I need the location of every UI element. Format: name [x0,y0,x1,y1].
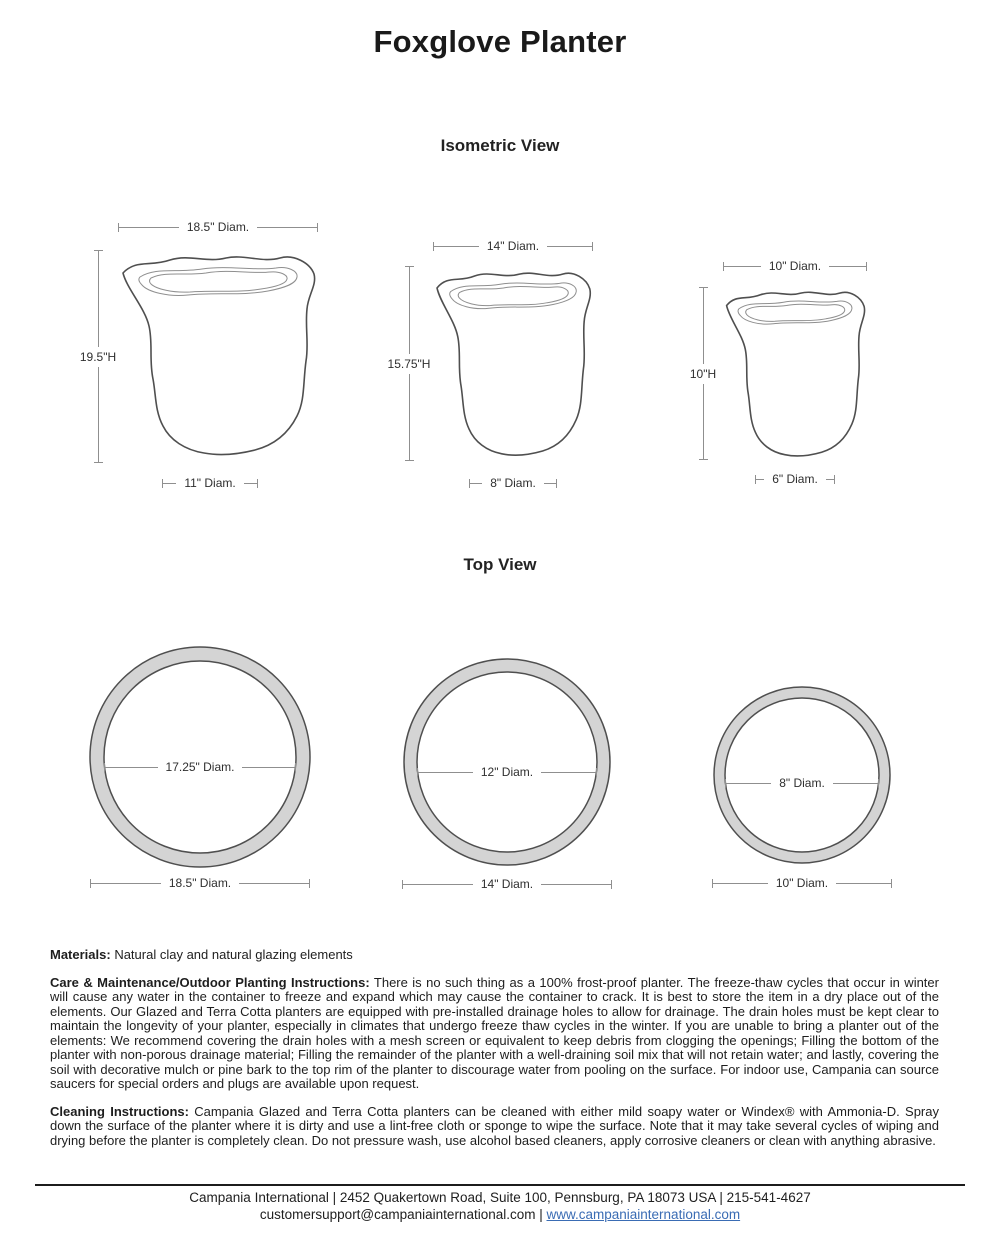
cleaning-paragraph [50,1105,939,1149]
large-planter-isometric-drawing [118,247,318,463]
dimension-label: 14" Diam. [486,239,540,253]
dimension-label: 19.5"H [79,349,117,364]
dimension-tick [592,242,593,251]
dimension-line [257,227,317,228]
planter-outline-drawing [723,284,867,463]
cleaning-label: Cleaning Instructions: [50,1103,189,1119]
dimension-line [242,767,295,768]
small-planter-top-diameter-dimension [723,259,867,273]
footer-contact-line [0,1206,1000,1223]
small-planter-bottom-diameter-dimension [755,472,835,486]
dimension-tick [257,479,258,488]
medium-planter-bottom-diameter-dimension [469,476,557,490]
care-label: Care & Maintenance/Outdoor Planting Instructions: [50,974,370,990]
dimension-label: 8" Diam. [779,776,825,790]
medium-planter-top-view-drawing [402,657,612,867]
dimension-line [713,883,768,884]
large-top-view-outer-diameter-dimension [90,876,310,890]
dimension-tick [596,768,597,777]
dimension-tick [295,763,296,772]
dimension-line [470,483,482,484]
dimension-tick [878,779,879,788]
dimension-label: 17.25" Diam. [165,760,235,774]
dimension-tick [317,223,318,232]
medium-planter-isometric-drawing [433,264,593,463]
planter-outline-drawing [433,264,593,463]
dimension-line [836,883,891,884]
materials-paragraph [50,948,939,963]
large-planter-top-diameter-dimension [118,220,318,234]
dimension-line [544,483,556,484]
dimension-line [163,483,176,484]
dimension-tick [834,475,835,484]
dimension-label: 18.5" Diam. [186,220,250,234]
dimension-label: 15.75"H [387,356,431,371]
large-top-view-inner-diameter-dimension [104,760,296,774]
dimension-line [119,227,179,228]
dimension-line [833,783,878,784]
medium-top-view-outer-diameter-dimension [402,877,612,891]
ring-drawing [712,685,892,865]
dimension-tick [866,262,867,271]
small-top-view-outer-diameter-dimension [712,876,892,890]
large-planter-top-view-drawing [88,645,312,869]
dimension-line [703,288,704,364]
care-paragraph [50,976,939,1092]
dimension-label: 10"H [689,366,717,381]
dimension-label: 12" Diam. [480,765,534,779]
large-planter-height-dimension [73,250,123,463]
dimension-line [541,884,611,885]
materials-label: Materials: [50,947,111,962]
dimension-line [726,783,771,784]
dimension-line [829,266,866,267]
dimension-line [418,772,473,773]
dimension-tick [94,462,103,463]
top-view-heading: Top View [463,555,537,574]
footer-address-line: Campania International | 2452 Quakertown Road, Suite 100, Pennsburg, PA 18073 USA | 215-541-4627 [189,1190,811,1205]
ring-drawing [88,645,312,869]
dimension-tick [405,460,414,461]
dimension-label: 8" Diam. [490,476,536,490]
footer-email: customersupport@campaniainternational.com | [259,1207,547,1222]
footer [0,1189,1000,1223]
dimension-line [703,384,704,460]
dimension-tick [699,459,708,460]
isometric-view-heading: Isometric View [440,136,560,155]
footer-website-link[interactable]: www.campaniainternational.com [546,1207,741,1222]
dimension-line [403,884,473,885]
medium-top-view-inner-diameter-dimension [417,765,597,779]
dimension-line [409,374,410,461]
dimension-label: 10" Diam. [775,876,829,890]
dimension-line [724,266,761,267]
dimension-tick [309,879,310,888]
medium-planter-height-dimension [384,266,434,461]
care-text: There is no such thing as a 100% frost-proof planter. The freeze-thaw cycles that occur in winter will cause any water in the container to freeze and expand which may cause the container to crack. It is best to store the item in a dry place out of the elements. Our Glazed and Terra Cotta planters are equipped with pre-installed drainage holes to allow for drainage. The drain holes must be kept clear to maintain the longevity of your planter, especially in climates that undergo freeze thaw cycles in the winter. If you are unable to bring a planter out of the elements: We recommend covering the drain holes with a mesh screen or equivalent to keep debris from clogging the openings; Filling the bottom of the planter with non-porous drainage material; Filling the remainder of the planter with a well-draining soil mix that will not retain water; and lastly, covering the soil with decorative mulch or pine bark to the top rim of the planter to discourage water from pooling on the surface. For indoor use, Campania can source saucers for special orders and plugs are available upon request. [50,974,939,1091]
dimension-line [244,483,257,484]
dimension-label: 10" Diam. [768,259,822,273]
dimension-line [541,772,596,773]
page-title: Foxglove Planter [373,24,627,59]
cleaning-text: Campania Glazed and Terra Cotta planters can be cleaned with either mild soapy water or Windex® with Ammonia-D. Spray down the surface of the planter where it is dirty and use a lint-free cloth or sponge to wipe the surface. Note that it may take several cycles of wiping and drying before the planter is completely clean. Do not pressure wash, use alcohol based cleaners, apply corrosive cleaners or clean with anything abrasive. [50,1103,939,1148]
dimension-label: 11" Diam. [184,476,236,490]
dimension-tick [611,880,612,889]
dimension-line [98,367,99,463]
dimension-line [105,767,158,768]
small-planter-height-dimension [678,287,728,460]
dimension-label: 18.5" Diam. [168,876,232,890]
small-planter-isometric-drawing [723,284,867,463]
small-top-view-inner-diameter-dimension [725,776,879,790]
ring-drawing [402,657,612,867]
large-planter-bottom-diameter-dimension [162,476,258,490]
medium-planter-top-diameter-dimension [433,239,593,253]
product-info-text [50,948,939,1161]
dimension-line [409,267,410,354]
materials-text: Natural clay and natural glazing elements [110,947,353,962]
dimension-line [434,246,479,247]
small-planter-top-view-drawing [712,685,892,865]
planter-outline-drawing [118,247,318,463]
dimension-line [756,479,764,480]
footer-divider [35,1184,965,1186]
dimension-label: 14" Diam. [480,877,534,891]
dimension-label: 6" Diam. [772,472,818,486]
dimension-tick [891,879,892,888]
dimension-line [91,883,161,884]
dimension-line [239,883,309,884]
dimension-line [98,251,99,347]
dimension-tick [556,479,557,488]
dimension-line [547,246,592,247]
dimension-line [826,479,834,480]
